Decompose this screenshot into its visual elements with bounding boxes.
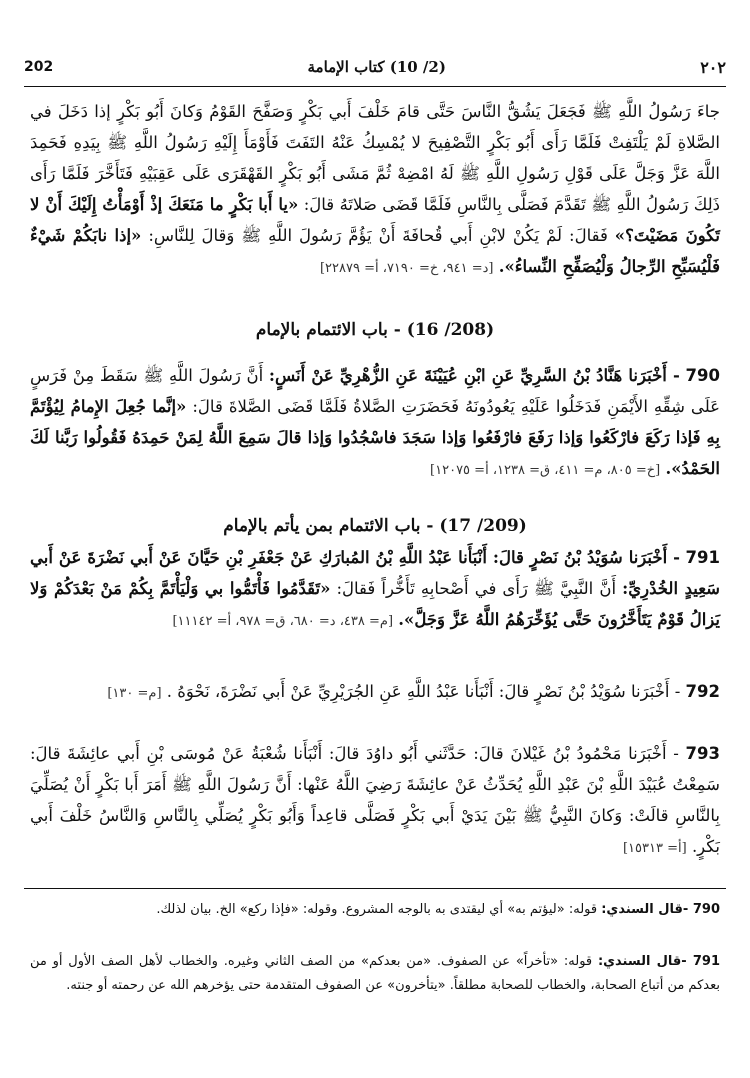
page-number-right: ٢٠٢ xyxy=(700,57,726,77)
intro-reference: [د= ٩٤١، خ= ٧١٩٠، أ= ٢٢٨٧٩] xyxy=(319,261,494,276)
hadith-quote: «إنَّما جُعِلَ الإِمامُ لِيُؤْتَمَّ بِهِ فَإذا رَكَعَ فارْكَعُوا وَإذا رَفَعَ فارْفَعُوا وَإذا سَجَدَ فاسْجُدُوا وَإذا قالَ سَمِعَ اللَّهُ لِمَنْ حَمِدَهُ فَقُولُوا رَبَّنا لَكَ الحَمْدُ». xyxy=(30,397,720,478)
hadith-number: 791 xyxy=(685,548,720,567)
hadith-reference: [خ= ٨٠٥، م= ٤١١، ق= ١٢٣٨، أ= ١٢٠٧٥] xyxy=(430,463,661,478)
hadith-793 xyxy=(30,738,720,864)
footnote-790 xyxy=(30,898,720,922)
footnote-text: قوله: «تأخراً» عن الصفوف. «من بعدكم» من الصف الثاني وغيره. والخطاب لأهل الصف الأول أو من بعدكم من أتباع الصحابة، والخطاب للصحابة مطلقاً. «يتأخرون» عن الصفوف المتقدمة حتى يؤخرهم الله عن رحمته أو جنته. xyxy=(30,954,720,993)
header-rule xyxy=(24,86,726,87)
hadith-text: أَنَّ رَسُولَ اللَّهِ ﷺ سَقَطَ مِنْ فَرَسٍ عَلَى شِقِّهِ الأَيْمَنِ فَدَخَلُوا عَلَيْهِ يَعُودُونَهُ فَحَضَرَتِ الصَّلاةُ فَلَمَّا قَضَى الصَّلاةَ قالَ: xyxy=(30,366,720,416)
footnote-791 xyxy=(30,950,720,998)
hadith-791 xyxy=(30,542,720,637)
chapter-heading-209: (209/ 17) - باب الائتمام بمن يأتم بالإمام xyxy=(223,516,527,536)
hadith-text: - أَخْبَرَنا مَحْمُودُ بْنُ غَيْلانَ قالَ: حَدَّثَني أَبُو داوُدَ قالَ: أَنْبَأَنا شُعْبَةُ عَنْ مُوسَى بْنِ أَبي عائِشَةَ قالَ: سَمِعْتُ عُبَيْدَ اللَّهِ بْنَ عَبْدِ اللَّهِ يُحَدِّثُ عَنْ عائِشَةَ رَضِيَ اللَّهُ عَنْها: xyxy=(30,744,721,794)
hadith-quote: «تَقَدَّمُوا فَأْتَمُّوا بي وَلْيَأْتَمَّ بِكُمْ مَنْ بَعْدَكُمْ وَلا يَزالُ قَوْمٌ يَتَأَخَّرُونَ حَتَّى يُؤَخِّرَهُمُ اللَّهُ عَزَّ وَجَلَّ». xyxy=(30,579,720,629)
hadith-number: 790 xyxy=(685,366,720,385)
hadith-text-2: أَنَّ رَسُولَ اللَّهِ ﷺ أَمَرَ أَبا بَكْرٍ أَنْ يُصَلِّيَ بِالنَّاسِ قالَتْ: وَكانَ النَّبِيُّ ﷺ بَيْنَ يَدَيْ أَبي بَكْرٍ فَصَلَّى قاعِداً وَأَبُو بَكْرٍ يُصَلِّي بِالنَّاسِ وَالنَّاسُ خَلْفَ أَبي بَكْرٍ. xyxy=(30,775,720,856)
hadith-reference: [أ= ١٥٣١٣] xyxy=(622,841,687,856)
footnote-rule xyxy=(24,888,726,889)
running-title: (2/ 10) كتاب الإمامة xyxy=(307,58,446,76)
page-number-left: 202 xyxy=(24,59,54,75)
hadith-text: أَنَّ النَّبِيَّ ﷺ رَأَى في أَصْحابِهِ تَأَخُّراً فَقالَ: xyxy=(336,579,617,598)
hadith-number: 793 xyxy=(685,744,720,763)
intro-text-2: فَقالَ: لَمْ يَكُنْ لابْنِ أَبي قُحافَةَ أَنْ يَؤُمَّ رَسُولَ اللَّهِ ﷺ وَقالَ لِلنَّاسِ: xyxy=(148,226,608,245)
hadith-number: 792 xyxy=(685,682,720,701)
chapter-heading-208: (208/ 16) - باب الائتمام بالإمام xyxy=(255,320,495,340)
footnote-text: قوله: «ليؤتم به» أي ليقتدى به بالوجه المشروع. وقوله: «فإذا ركع» الخ. بيان لذلك. xyxy=(156,902,598,917)
hadith-isnad: - أَخْبَرَنا سُوَيْدُ بْنُ نَصْرٍ قالَ: أَنْبَأَنا عَبْدُ اللَّهِ بْنُ المُبارَكِ عَنْ جَعْفَرِ بْنِ حَيَّانَ عَنْ أَبي نَضْرَةَ عَنْ أَبي سَعِيدٍ الخُدْرِيِّ: xyxy=(30,548,721,598)
footnote-head: 790 -قال السندي: xyxy=(601,902,720,917)
intro-hadith xyxy=(30,96,720,284)
intro-text: جاءَ رَسُولُ اللَّهِ ﷺ فَجَعَلَ يَشُقُّ النَّاسَ حَتَّى قامَ خَلْفَ أَبي بَكْرٍ وَصَفَّحَ القَوْمُ وَكانَ أَبُو بَكْرٍ إذا دَخَلَ في الصَّلاةِ لَمْ يَلْتَفِتْ فَلَمَّا رَأَى أَبُو بَكْرٍ التَّصْفِيحَ لا يُمْسِكُ عَنْهُ التَفَتَ فَأَوْمَأَ إِلَيْهِ رَسُولُ اللَّهِ ﷺ بِيَدِهِ فَحَمِدَ اللَّهَ عَزَّ وَجَلَّ عَلَى قَوْلِ رَسُولِ اللَّهِ ﷺ لَهُ امْضِهْ ثُمَّ مَشَى أَبُو بَكْرٍ القَهْقَرَى عَلَى عَقِبَيْهِ فَتَأَخَّرَ فَلَمَّا رَأَى ذَلِكَ رَسُولُ اللَّهِ ﷺ تَقَدَّمَ فَصَلَّى بِالنَّاسِ فَلَمَّا قَضَى صَلاتَهُ قالَ: xyxy=(30,102,720,214)
intro-quote-1: «يا أَبا بَكْرٍ ما مَنَعَكَ إذْ أَوْمَأْتُ إِلَيْكَ أَنْ لا تَكُونَ مَضَيْتَ؟» xyxy=(30,195,720,245)
hadith-790 xyxy=(30,360,720,486)
hadith-792 xyxy=(30,676,720,709)
hadith-reference: [م= ١٣٠] xyxy=(107,686,162,701)
intro-quote-2: «إذا نابَكُمْ شَيْءٌ فَلْيُسَبِّحِ الرِّجالُ وَلْيُصَفِّحِ النِّساءُ». xyxy=(30,226,720,276)
hadith-isnad: - أَخْبَرَنا هَنَّادُ بْنُ السَّرِيِّ عَنِ ابْنِ عُيَيْنَةَ عَنِ الزُّهْرِيِّ عَنْ أَنَسٍ: xyxy=(268,366,680,385)
hadith-text: - أَخْبَرَنا سُوَيْدُ بْنُ نَصْرٍ قالَ: أَنْبَأَنا عَبْدُ اللَّهِ عَنِ الجُرَيْرِيِّ عَنْ أَبي نَضْرَةَ، نَحْوَهُ . xyxy=(166,682,681,701)
footnote-head: 791 -قال السندي: xyxy=(597,954,720,969)
hadith-reference: [م= ٤٣٨، د= ٦٨٠، ق= ٩٧٨، أ= ١١١٤٢] xyxy=(172,614,394,629)
page-header xyxy=(24,50,726,84)
